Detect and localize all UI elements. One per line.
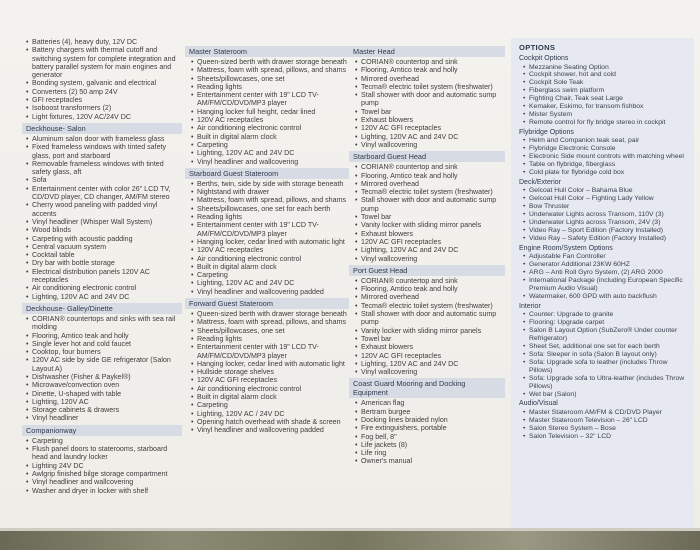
list-item: • Towel bar <box>355 335 505 343</box>
list-item: • Vanity locker with sliding mirror panels <box>355 327 505 335</box>
section-header-flybridge-options: Flybridge Options <box>519 128 574 136</box>
list-item: • Towel bar <box>355 108 505 116</box>
galley-list <box>26 315 182 423</box>
list-item: • Generator Additional 23KW 60HZ <box>519 261 688 269</box>
salon-list <box>26 135 182 301</box>
section-header-salon: Deckhouse- Salon <box>22 123 182 134</box>
list-item: • Berths, twin, side by side with storage beneath <box>191 180 349 188</box>
list-item: • Storage cabinets & drawers <box>26 406 182 414</box>
master-stateroom-list <box>191 58 349 166</box>
list-item: • 120V AC receptacles <box>191 246 349 254</box>
list-item: • Sofa: Sleeper in sofa (Salon B layout only) <box>519 351 688 359</box>
list-item: • Dinette, U-shaped with table <box>26 390 182 398</box>
list-item: • Underwater Lights across Transom, 24V (3) <box>519 219 688 227</box>
list-item: • Flooring, Amtico teak and holly <box>355 285 505 293</box>
options-panel <box>511 38 694 528</box>
list-item: • Gelcoat Hull Color – Bahama Blue <box>519 187 688 195</box>
list-item: • Watermaker, 600 GPD with auto backflush <box>519 293 688 301</box>
list-item: • Lighting, 120V AC / 24V DC <box>191 410 349 418</box>
list-item: • Mister System <box>519 111 688 119</box>
list-item: • Vinyl headliner and wallcovering <box>191 158 349 166</box>
section-header-deck-exterior: Deck/Exterior <box>519 178 562 186</box>
list-item: • Helm and Companion teak seat, pair <box>519 137 688 145</box>
list-item: • Stall shower with door and automatic sump pump <box>355 196 505 213</box>
section-header-starboard-stateroom: Starboard Guest Stateroom <box>185 168 349 179</box>
list-item: • Adjustable Fan Controller <box>519 253 688 261</box>
list-item: • Fixed frameless windows with tinted safety glass, port and starboard <box>26 143 182 160</box>
list-item: • Single lever hot and cold faucet <box>26 340 182 348</box>
list-item: • Queen-sized berth with drawer storage beneath <box>191 310 349 318</box>
list-item: • Built in digital alarm clock <box>191 393 349 401</box>
list-item: • Lighting, 120V AC and 24V DC <box>191 279 349 287</box>
list-item: • Mattress, foam with spread, pillows, and shams <box>191 66 349 74</box>
list-item: • Carpeting <box>191 401 349 409</box>
list-item: • Vinyl headliner and wallcovering padded <box>191 426 349 434</box>
list-item: • Exhaust blowers <box>355 343 505 351</box>
list-item: • Sofa: Upgrade sofa to Ultra-leather (includes Throw Pillows) <box>519 375 688 391</box>
list-item: • Mirrored overhead <box>355 75 505 83</box>
list-item: • Microwave/convection oven <box>26 381 182 389</box>
engine-room-list <box>519 253 688 300</box>
list-item: • Dishwasher (Fisher & Paykel®) <box>26 373 182 381</box>
list-item: • Central vacuum system <box>26 243 182 251</box>
list-item: • Hullside storage shelves <box>191 368 349 376</box>
section-header-audio-visual: Audio/Visual <box>519 400 558 408</box>
list-item: • Exhaust blowers <box>355 230 505 238</box>
options-title: OPTIONS <box>519 43 556 52</box>
list-item: • Video Ray – Sport Edition (Factory Installed) <box>519 227 688 235</box>
list-item: • 120V AC GFI receptacles <box>355 238 505 246</box>
list-item: • Built in digital alarm clock <box>191 133 349 141</box>
list-item: • Aluminum salon door with frameless glass <box>26 135 182 143</box>
list-item: • Flooring, Amtico teak and holly <box>355 172 505 180</box>
list-item: • Bonding system, galvanic and electrical <box>26 79 182 87</box>
interior-list <box>519 311 688 398</box>
list-item: • Gelcoat Hull Color – Fighting Lady Yellow <box>519 195 688 203</box>
section-header-starboard-head: Starboard Guest Head <box>349 151 505 162</box>
list-item: • Built in digital alarm clock <box>191 263 349 271</box>
list-item: • Opening hatch overhead with shade & screen <box>191 418 349 426</box>
section-header-forward-stateroom: Forward Guest Stateroom <box>185 298 349 309</box>
list-item: • 120V AC GFI receptacles <box>355 352 505 360</box>
list-item: • Vinyl headliner (Whisper Wall System) <box>26 218 182 226</box>
list-item: • Mattress, foam with spread, pillows, and shams <box>191 318 349 326</box>
list-item: • Cherry wood paneling with padded vinyl accents <box>26 201 182 218</box>
list-item: • Wet bar (Salon) <box>519 391 688 399</box>
list-item: • Electrical distribution panels 120V AC receptacles <box>26 268 182 285</box>
electrical-list <box>26 38 182 121</box>
list-item: • Cocktail table <box>26 251 182 259</box>
list-item: • Queen-sized berth with drawer storage beneath <box>191 58 349 66</box>
list-item: • Fog bell, 8" <box>355 433 505 441</box>
column-heads <box>355 44 505 466</box>
list-item: • Stall shower with door and automatic sump pump <box>355 91 505 108</box>
list-item: • Nightstand with drawer <box>191 188 349 196</box>
list-item: • Sofa <box>26 176 182 184</box>
list-item: • Tecma® electric toilet system (freshwater) <box>355 188 505 196</box>
list-item: • Flooring, Amtico teak and holly <box>355 66 505 74</box>
list-item: • Carpeting <box>191 271 349 279</box>
list-item: • Sheet Set, additional one set for each berth <box>519 343 688 351</box>
starboard-stateroom-list <box>191 180 349 296</box>
list-item: • GFI receptacles <box>26 96 182 104</box>
list-item: • Master Stateroom AM/FM & CD/DVD Player <box>519 409 688 417</box>
list-item: • Reading lights <box>191 335 349 343</box>
deck-exterior-list <box>519 187 688 242</box>
list-item: • Mattress, foam with spread, pillows, and shams <box>191 196 349 204</box>
master-head-list <box>355 58 505 149</box>
list-item: • Entertainment center with color 26" LCD TV, CD/DVD player, CD changer, AM/FM stereo <box>26 185 182 202</box>
list-item: • Dry bar with bottle storage <box>26 259 182 267</box>
list-item: • Salon Television – 32" LCD <box>519 433 688 441</box>
list-item: • Mirrored overhead <box>355 293 505 301</box>
list-item: • Flush panel doors to staterooms, starboard head and laundry locker <box>26 445 182 462</box>
list-item: • Air conditioning electronic control <box>191 385 349 393</box>
section-header-interior: Interior <box>519 302 541 310</box>
list-item: • Sheets/pillowcases, one set <box>191 75 349 83</box>
list-item: • Fire extinguishers, portable <box>355 424 505 432</box>
list-item: • Light fixtures, 120V AC/24V DC <box>26 113 182 121</box>
list-item: • Salon B Layout Option (SubZero® Under counter Refrigerator) <box>519 327 688 343</box>
list-item: • Reading lights <box>191 213 349 221</box>
list-item: • Removable frameless windows with tinted safety glass, aft <box>26 160 182 177</box>
list-item: • Lighting 24V DC <box>26 462 182 470</box>
list-item: • 120V AC GFI receptacles <box>355 124 505 132</box>
list-item: • American flag <box>355 399 505 407</box>
list-item: • Underwater Lights across Transom, 110V (3) <box>519 211 688 219</box>
list-item: • Counter: Upgrade to granite <box>519 311 688 319</box>
list-item: • Table on flybridge, fiberglass <box>519 161 688 169</box>
list-item: • Flybridge Electronic Console <box>519 145 688 153</box>
list-item: • Sheets/pillowcases, one set for each berth <box>191 205 349 213</box>
list-item: • International Package (including European Specific Premium Audio Visual) <box>519 277 688 293</box>
list-item: • Lighting, 120V AC and 24V DC <box>355 360 505 368</box>
list-item: • Lighting, 120V AC <box>26 398 182 406</box>
list-item: • Isoboost transformers (2) <box>26 104 182 112</box>
list-item: • Sheets/pillowcases, one set <box>191 327 349 335</box>
list-item: • Vinyl wallcovering <box>355 141 505 149</box>
list-item: • Vinyl wallcovering <box>355 368 505 376</box>
list-item: • Carpeting <box>191 141 349 149</box>
list-item: • Hanging locker, cedar lined with automatic light <box>191 238 349 246</box>
list-item: • Cockpit shower, hot and cold <box>519 71 688 79</box>
list-item: • Converters (2) 50 amp 24V <box>26 88 182 96</box>
list-item: • Salon Stereo System – Bose <box>519 425 688 433</box>
list-item: • Mirrored overhead <box>355 180 505 188</box>
list-item: • Fighting Chair, Teak seat Large <box>519 95 688 103</box>
list-item: • Batteries (4), heavy duty, 12V DC <box>26 38 182 46</box>
forward-stateroom-list <box>191 310 349 434</box>
list-item: • Air conditioning electronic control <box>191 124 349 132</box>
section-header-port-head: Port Guest Head <box>349 265 505 276</box>
section-header-master-head: Master Head <box>349 46 505 57</box>
list-item: • CORIAN® countertop and sink <box>355 58 505 66</box>
list-item: • Towel bar <box>355 213 505 221</box>
list-item: • Air conditioning electronic control <box>191 255 349 263</box>
port-head-list <box>355 277 505 377</box>
section-header-coast-guard: Coast Guard Mooring and Docking Equipment <box>349 378 505 398</box>
list-item: • Vinyl headliner and wallcovering padded <box>191 288 349 296</box>
list-item: • Flooring: Upgrade carpet <box>519 319 688 327</box>
list-item: • CORIAN® countertops and sinks with sea rail molding <box>26 315 182 332</box>
list-item: • Reading lights <box>191 83 349 91</box>
list-item: • Owner's manual <box>355 457 505 465</box>
list-item: • Lighting, 120V AC and 24V DC <box>26 293 182 301</box>
list-item: • ARG – Anti Roll Gyro System, (2) ARG 2000 <box>519 269 688 277</box>
list-item: • Lighting, 120V AC and 24V DC <box>355 246 505 254</box>
list-item: • Lighting, 120V AC and 24V DC <box>355 133 505 141</box>
list-item: • Cold plate for flybridge cold box <box>519 169 688 177</box>
column-electrical-deckhouse <box>26 38 182 495</box>
list-item: • Life jackets (8) <box>355 441 505 449</box>
list-item: • 120V AC GFI receptacles <box>191 376 349 384</box>
list-item: • Washer and dryer in locker with shelf <box>26 487 182 495</box>
list-item: • Stall shower with door and automatic sump pump <box>355 310 505 327</box>
list-item: • Cooktop, four burners <box>26 348 182 356</box>
column-staterooms <box>191 44 349 434</box>
coast-guard-list <box>355 399 505 465</box>
list-item: • Video Ray – Safety Edition (Factory Installed) <box>519 235 688 243</box>
list-item: • Vinyl wallcovering <box>355 255 505 263</box>
list-item: • Bertram burgee <box>355 408 505 416</box>
list-item: • Life ring <box>355 449 505 457</box>
audio-visual-list <box>519 409 688 441</box>
section-header-engine-room: Engine Room/System Options <box>519 244 613 252</box>
cockpit-options-list <box>519 64 688 127</box>
list-item: • CORIAN® countertop and sink <box>355 163 505 171</box>
flybridge-options-list <box>519 137 688 177</box>
list-item: • CORIAN® countertop and sink <box>355 277 505 285</box>
list-item: • Electronic Side mount controls with matching wheel <box>519 153 688 161</box>
list-item: • Mezzanine Seating Option <box>519 64 688 72</box>
list-item: • Wood blinds <box>26 226 182 234</box>
list-item: • 120V AC receptacles <box>191 116 349 124</box>
list-item: • Fiberglass swim platform <box>519 87 688 95</box>
list-item: • Awlgrip finished bilge storage compartment <box>26 470 182 478</box>
list-item: • Tecma® electric toilet system (freshwater) <box>355 302 505 310</box>
list-item: • Master Stateroom Television – 26" LCD <box>519 417 688 425</box>
list-item: • Hanging locker full height, cedar lined <box>191 108 349 116</box>
list-item: • Battery chargers with thermal cutoff and switching system for complete integration and battery parallel system for main engines and generator <box>26 46 182 79</box>
list-item: • Exhaust blowers <box>355 116 505 124</box>
list-item: • Vanity locker with sliding mirror panels <box>355 221 505 229</box>
list-item: • Docking lines braided nylon <box>355 416 505 424</box>
list-item: • 120V AC side by side GE refrigerator (Salon Layout A) <box>26 356 182 373</box>
list-item: • Vinyl headliner and wallcovering <box>26 478 182 486</box>
list-item: • Bow Thruster <box>519 203 688 211</box>
list-item: • Carpeting <box>26 437 182 445</box>
companionway-list <box>26 437 182 495</box>
section-header-master-stateroom: Master Stateroom <box>185 46 349 57</box>
list-item: • Air conditioning electronic control <box>26 284 182 292</box>
list-item: • Hanging locker, cedar lined with automatic light <box>191 360 349 368</box>
list-item: • Sofa: Upgrade sofa to leather (includes Throw Pillows) <box>519 359 688 375</box>
background-floor <box>0 528 700 550</box>
section-header-companionway: Companionway <box>22 425 182 436</box>
list-item: • Flooring, Amtico teak and holly <box>26 332 182 340</box>
list-item: • Entertainment center with 19" LCD TV-AM/FM/CD/DVD/MP3 player <box>191 91 349 108</box>
list-item: • Tecma® electric toilet system (freshwater) <box>355 83 505 91</box>
list-item: • Remote control for fly bridge stereo in cockpit <box>519 119 688 127</box>
list-item: • Carpeting with acoustic padding <box>26 235 182 243</box>
list-item: • Kemaker, Eskimo, for transom fishbox <box>519 103 688 111</box>
starboard-head-list <box>355 163 505 263</box>
section-header-cockpit-options: Cockpit Options <box>519 54 569 62</box>
list-item: • Entertainment center with 19" LCD TV-AM/FM/CD/DVD/MP3 player <box>191 343 349 360</box>
list-item: • Entertainment center with 19" LCD TV-AM/FM/CD/DVD/MP3 player <box>191 221 349 238</box>
list-item: • Cockpit Sole Teak <box>519 79 688 87</box>
list-item: • Lighting, 120V AC and 24V DC <box>191 149 349 157</box>
list-item: • Vinyl headliner <box>26 414 182 422</box>
section-header-galley: Deckhouse- Galley/Dinette <box>22 303 182 314</box>
